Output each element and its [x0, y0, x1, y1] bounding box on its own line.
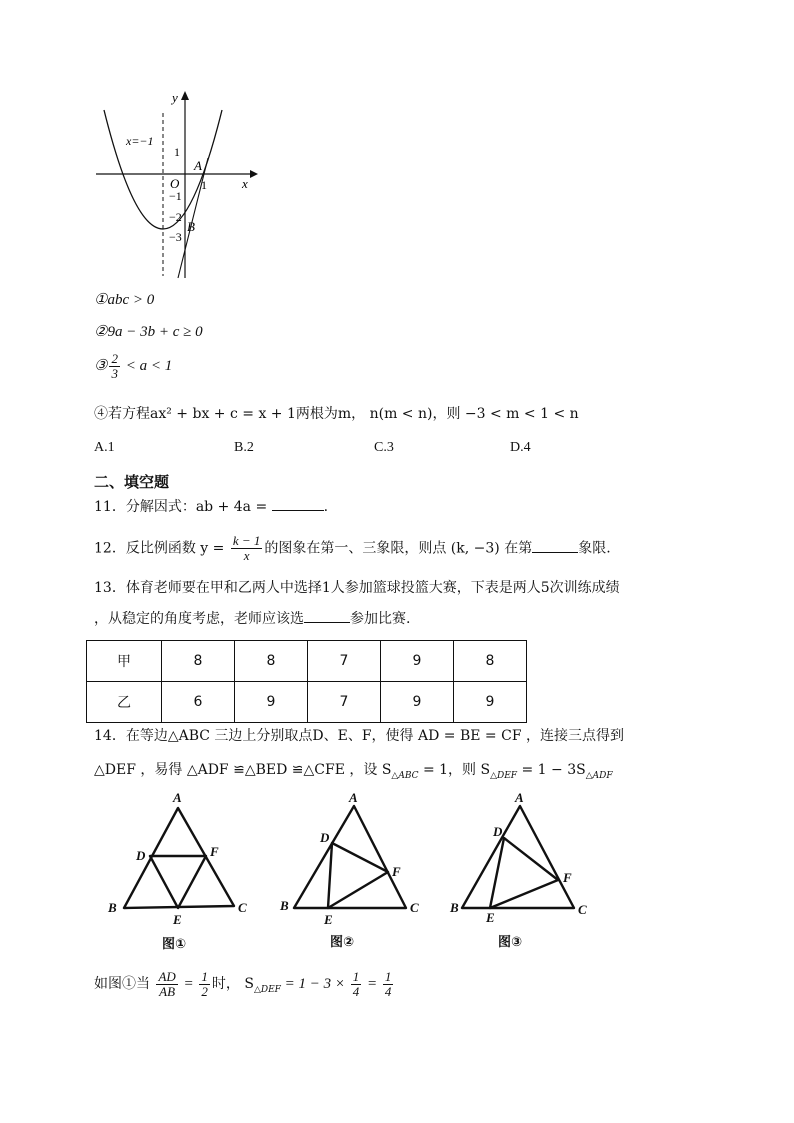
- fig2-label-b: B: [280, 898, 289, 913]
- option-d[interactable]: D.4: [510, 440, 531, 455]
- triangle-figures: [100, 788, 600, 958]
- fig1-label-a: A: [173, 790, 182, 805]
- figure-1-triangle-def: [150, 856, 206, 908]
- tick-y-m3: −3: [169, 230, 182, 244]
- figure-2-triangle-abc: [294, 806, 406, 908]
- figure-2-caption: 图②: [330, 935, 355, 950]
- origin-label: O: [170, 176, 180, 191]
- table-row: [87, 641, 527, 682]
- fig3-label-e: E: [486, 910, 495, 925]
- statement-2: ②9a − 3b + c ≥ 0: [94, 324, 203, 340]
- fig1-label-c: C: [238, 900, 247, 915]
- tick-y-m2: −2: [169, 210, 182, 224]
- fig3-label-f: F: [563, 870, 572, 885]
- x-axis-label: x: [242, 176, 248, 191]
- score-table: [86, 640, 527, 723]
- figure-3-caption: 图③: [498, 935, 523, 950]
- fig1-label-d: D: [136, 848, 146, 863]
- fig2-label-a: A: [349, 790, 358, 805]
- figure-3-triangle-abc: [462, 806, 574, 908]
- option-b[interactable]: B.2: [234, 440, 254, 455]
- table-cell: 9: [381, 682, 454, 723]
- fig2-label-f: F: [392, 864, 401, 879]
- answer-blank-13[interactable]: [304, 608, 350, 623]
- tick-y-1: 1: [174, 145, 180, 159]
- question-13-line-1: 13．体育老师要在甲和乙两人中选择1人参加篮球投篮大赛，下表是两人5次训练成绩: [94, 580, 620, 596]
- statement-4: ④若方程ax² + bx + c = x + 1两根为m， n(m < n)，则 −3 < m < 1 < n: [94, 406, 579, 422]
- tick-y-m1: −1: [169, 189, 182, 203]
- table-cell: 甲: [87, 641, 162, 682]
- figure-1-caption: 图①: [162, 937, 187, 952]
- conclusion-line: 如图①当 $\frac{AD}{AB}$ = $\frac{1}{2}$ 时， $S_{\triangle DEF} = 1 - 3$ × $\frac{1}{4}$ = $\frac{1}{4}$: [94, 968, 392, 999]
- tick-x-1: 1: [201, 178, 207, 192]
- x-axis-arrow: [250, 170, 258, 178]
- fig3-label-b: B: [450, 900, 459, 915]
- question-12: 12．反比例函数 y = $\frac{k - 1}{x}$ 的图象在第一、三象限，则点 (k, −3) 在第 象限.: [94, 533, 611, 563]
- parabola-graph: [90, 88, 260, 283]
- statement-3-fraction: $\frac{2}{3}$: [111, 351, 118, 381]
- y-axis-arrow: [181, 91, 189, 100]
- table-cell: 8: [454, 641, 527, 682]
- question-14-line-1: 14．在等边△ABC 三边上分别取点D、E、F，使得 AD = BE = CF ，连接三点得到: [94, 728, 624, 744]
- symmetry-label: x=−1: [126, 134, 154, 148]
- table-cell: 7: [308, 682, 381, 723]
- statement-3-prefix: ③: [94, 357, 108, 374]
- y-axis-label: y: [172, 90, 178, 105]
- answer-blank-11[interactable]: [272, 496, 324, 511]
- option-a[interactable]: A.1: [94, 440, 115, 455]
- table-cell: 8: [162, 641, 235, 682]
- table-cell: 乙: [87, 682, 162, 723]
- fig2-label-d: D: [320, 830, 330, 845]
- answer-blank-12[interactable]: [532, 538, 578, 553]
- table-cell: 8: [235, 641, 308, 682]
- fig2-label-e: E: [324, 912, 333, 927]
- q12-fraction: $\frac{k - 1}{x}$: [232, 533, 261, 563]
- section-title: 二、填空题: [94, 473, 170, 491]
- statement-3: ③ $\frac{2}{3}$ < a < 1: [94, 351, 173, 381]
- question-14-line-2: △DEF ，易得 △ADF ≌△BED ≌△CFE ，设 $S_{\triangle ABC} = 1$，则 $S_{\triangle DEF} = 1 - 3S_{\triangle ADF}$: [94, 762, 613, 781]
- question-13-line-2: ，从稳定的角度考虑，老师应该选 参加比赛.: [94, 608, 410, 629]
- fig1-label-f: F: [210, 844, 219, 859]
- question-11: 11．分解因式：ab + 4a = .: [94, 496, 328, 517]
- table-cell: 9: [381, 641, 454, 682]
- fig3-label-c: C: [578, 902, 587, 917]
- fig3-label-d: D: [493, 824, 503, 839]
- table-cell: 6: [162, 682, 235, 723]
- line-ab: [178, 158, 208, 278]
- fig3-label-a: A: [515, 790, 524, 805]
- option-c[interactable]: C.3: [374, 440, 394, 455]
- fig1-label-b: B: [108, 900, 117, 915]
- table-cell: 9: [235, 682, 308, 723]
- point-b-label: B: [187, 219, 195, 234]
- table-row: [87, 682, 527, 723]
- fig1-label-e: E: [173, 912, 182, 927]
- table-cell: 9: [454, 682, 527, 723]
- point-a-label: A: [194, 158, 202, 173]
- table-cell: 7: [308, 641, 381, 682]
- figure-3-triangle-def: [490, 838, 558, 908]
- fig2-label-c: C: [410, 900, 419, 915]
- statement-1: ①abc > 0: [94, 292, 155, 308]
